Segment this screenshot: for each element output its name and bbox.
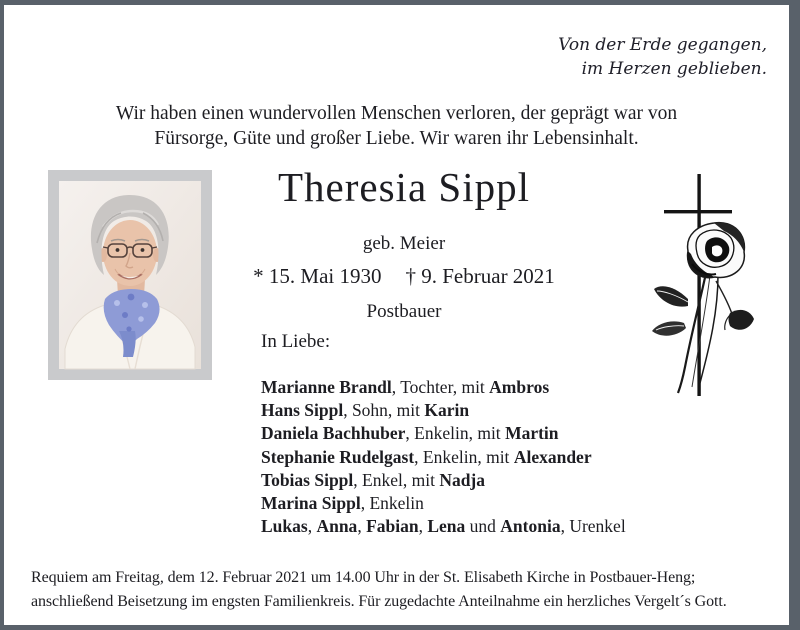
family-member-name: Alexander — [513, 446, 592, 467]
family-relation-text: , Enkelin — [360, 493, 424, 514]
family-member-name: Nadja — [439, 469, 486, 490]
maiden-name: geb. Meier — [362, 233, 446, 254]
family-line — [261, 515, 626, 538]
family-line — [261, 492, 626, 515]
funeral-info — [31, 566, 779, 613]
family-member-name: Antonia — [500, 516, 561, 537]
family-member-name: Stephanie Rudelgast — [261, 446, 415, 467]
family-member-name: Daniela Bachhuber — [261, 423, 406, 444]
family-relation-text: , — [307, 516, 317, 537]
family-relation-text: , Sohn, mit — [343, 400, 425, 421]
family-line — [261, 376, 626, 399]
family-list — [261, 376, 626, 538]
family-member-name: Tobias Sippl — [261, 469, 354, 490]
cross-rose-icon — [630, 169, 770, 401]
family-member-name: Ambros — [489, 377, 550, 397]
epigraph-line1: Von der Erde gegangen, — [558, 35, 767, 55]
family-relation-text: und — [465, 516, 501, 537]
family-line — [261, 469, 626, 492]
family-line — [261, 422, 626, 445]
deceased-name: Theresia Sippl — [278, 164, 530, 210]
family-member-name: Lukas — [261, 516, 308, 537]
family-member-name: Marianne Brandl — [261, 377, 392, 397]
family-relation-text: , — [418, 516, 428, 537]
family-member-name: Lena — [427, 516, 466, 537]
family-member-name: Karin — [424, 400, 470, 421]
place-of-residence: Postbauer — [366, 301, 442, 322]
family-member-name: Anna — [316, 516, 358, 537]
intro-line1: Wir haben einen wundervollen Menschen verloren, der geprägt war von — [115, 103, 678, 124]
family-relation-text: , — [357, 516, 367, 537]
death-date: † 9. Februar 2021 — [405, 264, 555, 288]
cross-rose-graphic — [630, 169, 770, 401]
family-member-name: Hans Sippl — [261, 400, 344, 421]
epigraph — [558, 33, 767, 81]
family-line — [261, 446, 626, 469]
family-member-name: Marina Sippl — [261, 493, 361, 514]
family-member-name: Martin — [505, 423, 559, 444]
family-relation-text: , Tochter, mit — [391, 377, 490, 397]
epigraph-line2: im Herzen geblieben. — [581, 59, 767, 79]
family-line — [261, 399, 626, 422]
family-relation-text: , Enkelin, mit — [414, 446, 514, 467]
funeral-info-line2: anschließend Beisetzung im engsten Familienkreis. Für zugedachte Anteilnahme ein herzliches Vergelt´s Gott. — [31, 592, 727, 610]
birth-date: * 15. Mai 1930 — [253, 264, 382, 288]
family-member-name: Fabian — [366, 516, 419, 537]
family-relation-text: , Enkelin, mit — [405, 423, 506, 444]
funeral-info-line1: Requiem am Freitag, dem 12. Februar 2021 um 14.00 Uhr in der St. Elisabeth Kirche in Postbauer-Heng; — [31, 569, 696, 586]
life-dates — [184, 264, 624, 289]
family-heading: In Liebe: — [261, 331, 331, 352]
family-relation-text: , Urenkel — [560, 516, 626, 537]
intro-line2: Fürsorge, Güte und großer Liebe. Wir waren ihr Lebensinhalt. — [154, 128, 639, 149]
intro-text — [4, 101, 789, 151]
family-relation-text: , Enkel, mit — [353, 469, 440, 490]
